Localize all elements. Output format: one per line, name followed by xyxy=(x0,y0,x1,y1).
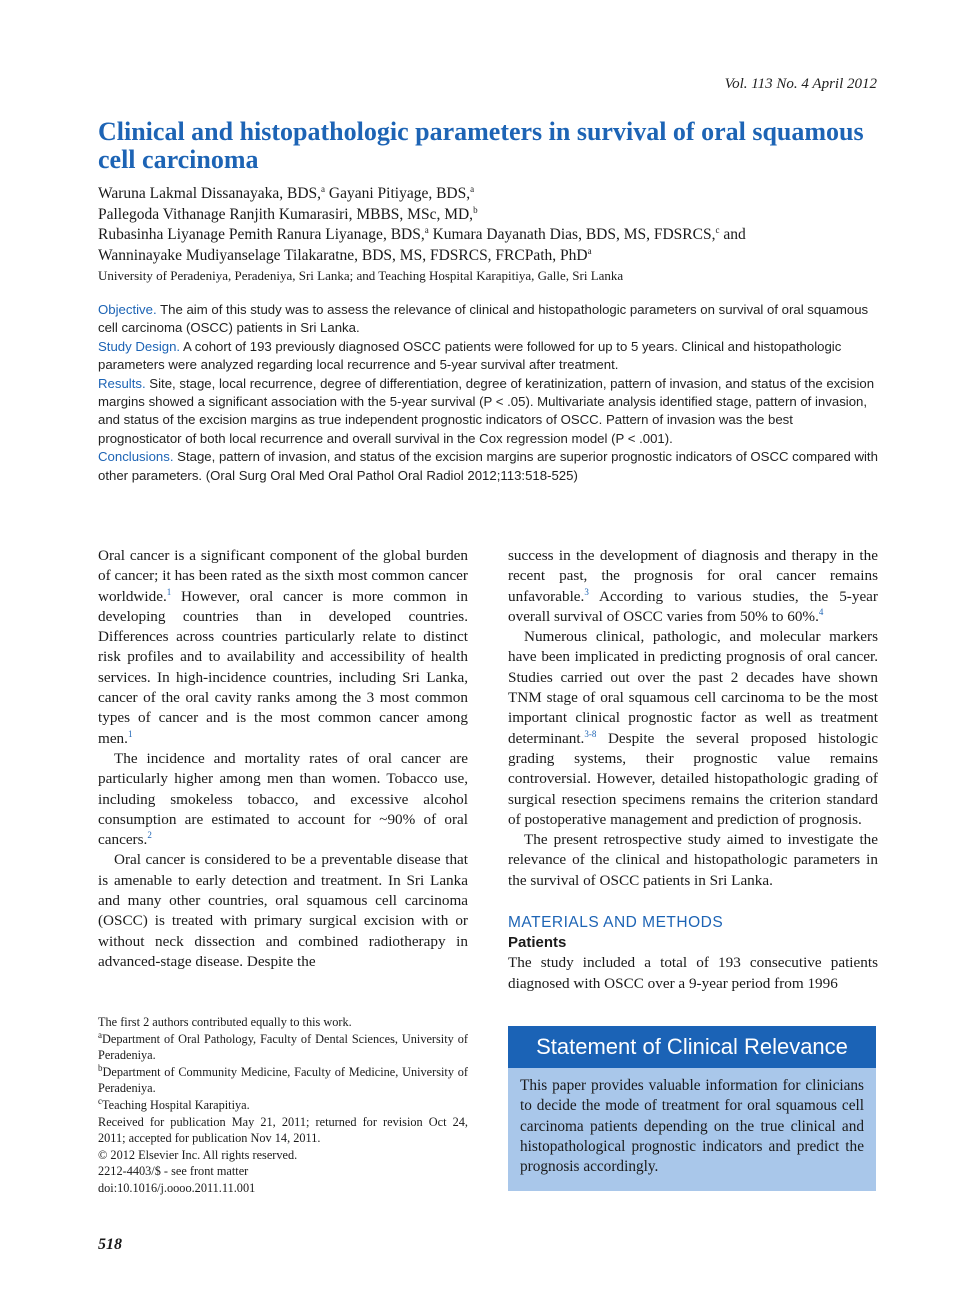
abstract xyxy=(98,301,878,485)
footnote: © 2012 Elsevier Inc. All rights reserved. xyxy=(98,1147,298,1162)
section-heading-methods: MATERIALS AND METHODS xyxy=(508,914,724,932)
paragraph: Numerous clinical, pathologic, and molecular markers have been implicated in predicting prognosis of oral cancer. Studies carried out over the past 2 decades have shown TNM stage of oral squamous cell carcinoma to be the most important clinical prognostic factor as well as treatment determinant.$^{3-8}$ Despite the several proposed histologic grading systems, their prognostic value remains controversial. However, detailed histopathologic grading of surgical resection specimens remains the criterion standard of postoperative management and prediction of prognosis. xyxy=(508,628,878,828)
footnote: The first 2 authors contributed equally to this work. xyxy=(98,1015,352,1029)
page-number: 518 xyxy=(98,1236,122,1253)
citation-link[interactable]: 1 xyxy=(127,728,133,739)
paragraph: success in the development of diagnosis and therapy in the recent past, the prognosis for oral cancer remains unfavorable.$^3$ According to various studies, the 5-year overall survival of OSCC varies from 50% to 60%.$^4$ xyxy=(508,547,878,625)
objective-label: Objective. xyxy=(98,302,157,317)
citation-link[interactable]: 4 xyxy=(818,606,824,617)
paragraph: The study included a total of 193 consecutive patients diagnosed with OSCC over a 9-year period from 1996 xyxy=(508,954,878,992)
citation-link[interactable]: 3 xyxy=(584,586,589,597)
affiliation: University of Peradeniya, Peradeniya, Sri Lanka; and Teaching Hospital Karapitiya, Galle, Sri Lanka xyxy=(98,268,624,283)
clinical-relevance-box xyxy=(508,1026,876,1191)
abstract-conclusions: Conclusions. Stage, pattern of invasion, and status of the excision margins are superior prognostic indicators of OSCC compared with other parameters. (Oral Surg Oral Med Oral Pathol Oral Radiol 2012;113:518-525) xyxy=(98,449,878,483)
footnote: Received for publication May 21, 2011; returned for revision Oct 24, 2011; accepted for publication Nov 14, 2011. xyxy=(98,1114,468,1146)
footnote: $^c$Teaching Hospital Karapitiya. xyxy=(98,1095,250,1112)
paragraph: The incidence and mortality rates of oral cancer are particularly higher among men than women. Tobacco use, including smokeless tobacco, and excessive alcohol consumption are estimated to account for ~90% of oral cancers.$^2$ xyxy=(98,749,468,849)
paragraph: Oral cancer is considered to be a preventable disease that is amenable to early detection and treatment. In Sri Lanka and many other countries, oral squamous cell carcinoma (OSCC) is treated with primary surgical excision with or without neck dissection and combined radiotherapy in advanced-stage disease. Despite the xyxy=(98,851,468,970)
footnotes xyxy=(98,1014,468,1197)
abstract-results: Results. Site, stage, local recurrence, degree of differentiation, degree of keratinization, pattern of invasion, and status of the excision margins showed a significant association with the 5-year survival (P < .05). Multivariate analysis identified stage, pattern of invasion, and status of the excision margins as true independent prognostic indicators of OSCC. Pattern of invasion was the best prognosticator of both local recurrence and overall survival in the Cox regression model (P < .001). xyxy=(98,375,875,446)
paragraph: Oral cancer is a significant component of the global burden of cancer; it has been rated as the sixth most common cancer worldwide.$^1$ However, oral cancer is more common in developing countries than in developed countries. Differences across countries particularly relate to distinct risk profiles and to availability and accessibility of health services. In high-incidence countries, including Sri Lanka, cancer of the oral cavity ranks among the 3 most common types of cancer and is the most common cancer among men.$^1$ xyxy=(98,547,468,747)
conclusions-label: Conclusions. xyxy=(98,449,174,465)
footnote: 2212-4403/$ - see front matter xyxy=(98,1164,249,1179)
body-column-left xyxy=(98,546,468,972)
paragraph: The present retrospective study aimed to investigate the relevance of the clinical and histopathologic parameters in the survival of OSCC patients in Sri Lanka. xyxy=(508,831,878,889)
study-design-label: Study Design. xyxy=(98,338,181,354)
abstract-objective: Objective. The aim of this study was to assess the relevance of clinical and histopathologic parameters on survival of oral squamous cell carcinoma (OSCC) patients in Sri Lanka. xyxy=(98,302,869,336)
abstract-study-design: Study Design. A cohort of 193 previously diagnosed OSCC patients were followed for up to 5 years. Clinical and histopathologic parameters were analyzed regarding local recurrence and 5-year survival after treatment. xyxy=(98,338,842,373)
author-line-4: Wanninayake Mudiyanselage Tilakaratne, BDS, MS, FDSRCS, FRCPath, PhD$^a$ xyxy=(98,245,592,264)
footnote: $^b$Department of Community Medicine, Faculty of Medicine, University of Peradeniya. xyxy=(98,1062,468,1096)
author-line-1: Waruna Lakmal Dissanayaka, BDS,$^a$ Gayani Pitiyage, BDS,$^a$ xyxy=(98,183,475,202)
article-title: Clinical and histopathologic parameters in survival of oral squamous cell carcinoma xyxy=(98,117,864,174)
footnote: $^a$Department of Oral Pathology, Faculty of Dental Sciences, University of Peradeniya. xyxy=(98,1029,468,1063)
author-line-3: Rubasinha Liyanage Pemith Ranura Liyanage, BDS,$^a$ Kumara Dayanath Dias, BDS, MS, FDSRCS,$^c$ and xyxy=(98,224,746,243)
citation-link[interactable]: 2 xyxy=(147,830,152,841)
doi-link[interactable]: doi:10.1016/j.oooo.2011.11.001 xyxy=(98,1180,256,1195)
body-column-right xyxy=(508,546,878,994)
clinical-relevance-title: Statement of Clinical Relevance xyxy=(508,1026,876,1068)
journal-info: Vol. 113 No. 4 April 2012 xyxy=(724,76,877,92)
author-line-2: Pallegoda Vithanage Ranjith Kumarasiri, MBBS, MSc, MD,$^b$ xyxy=(98,204,478,223)
subsection-heading-patients: Patients xyxy=(508,934,567,952)
results-label: Results. xyxy=(98,375,146,391)
citation-link[interactable]: 3-8 xyxy=(584,728,597,739)
citation-link[interactable]: 1 xyxy=(166,586,172,597)
author-list xyxy=(98,184,888,286)
clinical-relevance-text: This paper provides valuable information for clinicians to decide the mode of treatment for oral squamous cell carcinoma patients depending on the true clinical and histopathological prognostic indicators and predict the prognosis accordingly. xyxy=(520,1077,864,1176)
